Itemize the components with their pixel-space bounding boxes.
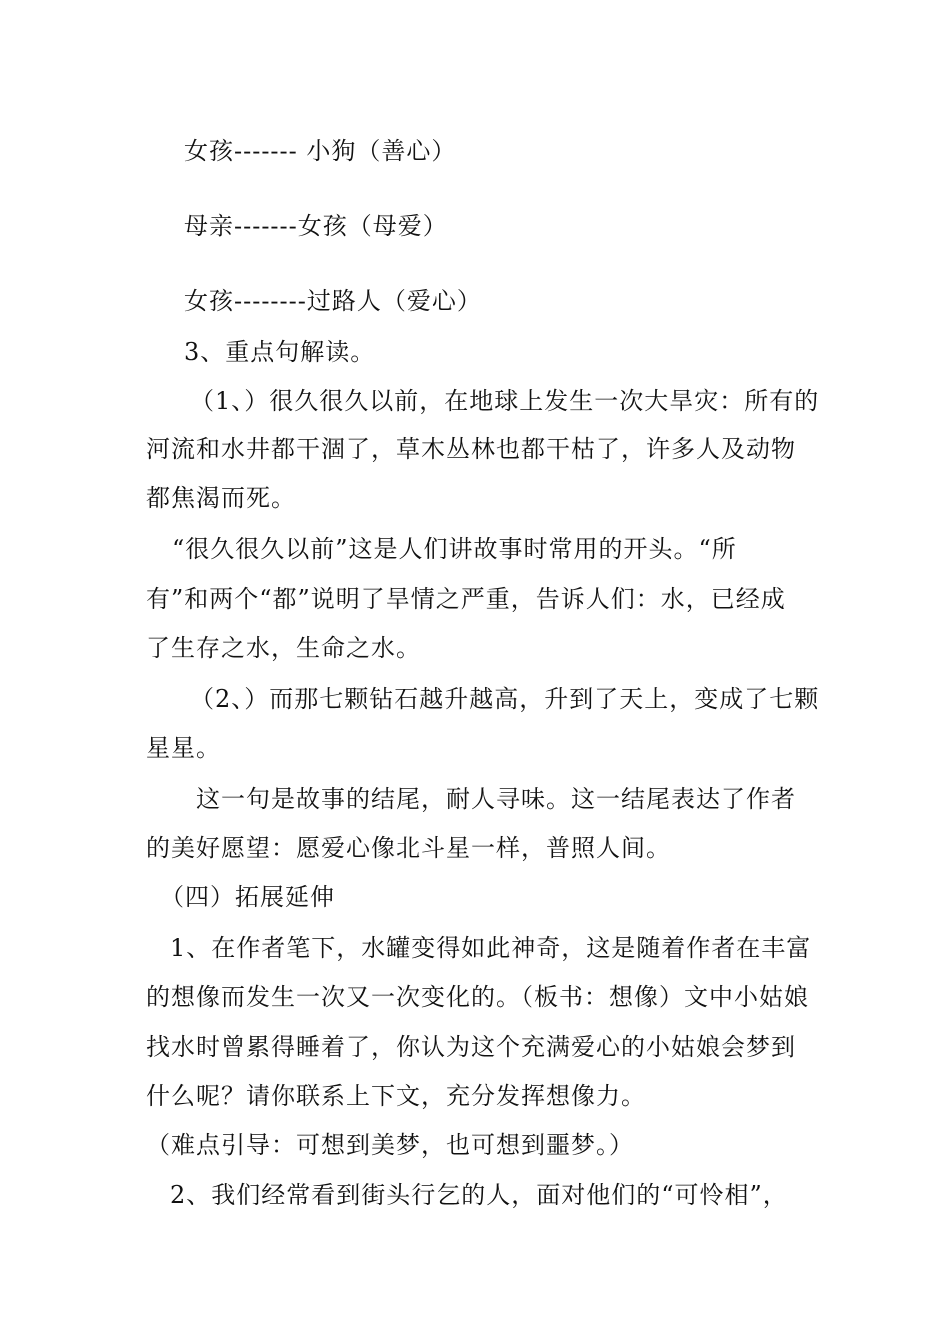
paragraph-line: 河流和水井都干涸了，草木丛林也都干枯了，许多人及动物 (146, 435, 796, 463)
section-heading-extension: （四）拓展延伸 (160, 883, 335, 911)
paragraph-line: 什么呢？请你联系上下文，充分发挥想像力。 (146, 1082, 646, 1110)
paragraph-line: 2、我们经常看到街头行乞的人，面对他们的“可怜相”， (170, 1181, 788, 1209)
paragraph-line: 了生存之水，生命之水。 (146, 634, 421, 662)
paragraph-line-hint: （难点引导：可想到美梦，也可想到噩梦。） (146, 1131, 634, 1159)
paragraph-line: 都焦渴而死。 (146, 484, 296, 512)
paragraph-line: 的想像而发生一次又一次变化的。（板书：想像）文中小姑娘 (146, 983, 809, 1011)
paragraph-line: 找水时曾累得睡着了，你认为这个充满爱心的小姑娘会梦到 (146, 1033, 796, 1061)
paragraph-line: 1、在作者笔下，水罐变得如此神奇，这是随着作者在丰富 (170, 934, 812, 962)
paragraph-line: 有”和两个“都”说明了旱情之严重，告诉人们：水，已经成 (146, 585, 786, 613)
relation-line-girl-dog: 女孩------- 小狗（善心） (184, 137, 457, 165)
section-heading-key-sentences: 3、重点句解读。 (184, 338, 376, 366)
paragraph-line: 这一句是故事的结尾，耐人寻味。这一结尾表达了作者 (196, 785, 796, 813)
paragraph-line: 星星。 (146, 734, 221, 762)
paragraph-line: 的美好愿望：愿爱心像北斗星一样，普照人间。 (146, 834, 671, 862)
paragraph-line: “很久很久以前”这是人们讲故事时常用的开头。“所 (172, 535, 737, 563)
paragraph-line: （2、）而那七颗钻石越升越高，升到了天上，变成了七颗 (190, 685, 820, 713)
relation-line-mother-girl: 母亲-------女孩（母爱） (184, 212, 448, 240)
relation-line-girl-passerby: 女孩--------过路人（爱心） (184, 287, 482, 315)
paragraph-line: （1、）很久很久以前，在地球上发生一次大旱灾：所有的 (190, 387, 820, 415)
